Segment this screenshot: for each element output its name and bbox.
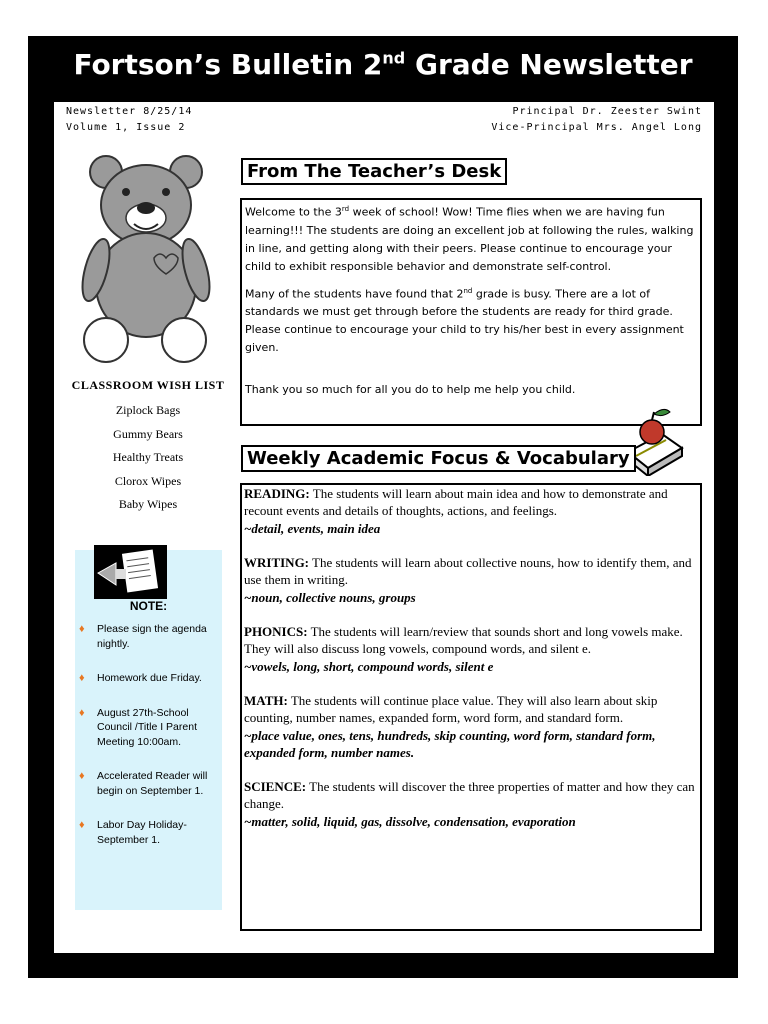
issue-info	[66, 104, 192, 136]
academic-focus-text	[242, 485, 700, 830]
subject-section: READING: The students will learn about main idea and how to demonstrate and recount events and details of thoughts, actions, and feelings. ~detail, events, main idea	[244, 486, 668, 536]
paragraph: Many of the students have found that 2nd grade is busy. There are a lot of standards we must get through before the students are ready for third grade. Please continue to encourage your child to try his/her best in every assignment given.	[245, 286, 684, 355]
diamond-bullet-icon: ♦	[79, 770, 85, 782]
subject-section: PHONICS: The students will learn/review that sounds short and long vowels make. They will also discuss long vowels, compound words, and silent e. ~vowels, long, short, compound words, silent e	[244, 624, 683, 674]
paragraph: Thank you so much for all you do to help me help you child.	[245, 383, 576, 397]
newsletter-date: Newsletter 8/25/14	[66, 106, 193, 117]
subject-section: WRITING: The students will learn about collective nouns, how to identify them, and use them in writing. ~noun, collective nouns, groups	[244, 555, 692, 605]
diamond-bullet-icon: ♦	[79, 706, 85, 719]
list-item: Clorox Wipes	[114, 473, 182, 488]
teacher-desk-heading: From The Teacher’s Desk	[241, 158, 507, 185]
paragraph: Welcome to the 3rd week of school! Wow! Time flies when we are having fun learning!!! The students are doing an excellent job at following the rules, walking in line, and getting along with their peers. Please continue to encourage your child to exhibit responsible behavior and demonstrate self-control.	[245, 205, 694, 273]
vice-principal-name: Vice-Principal Mrs. Angel Long	[491, 122, 702, 133]
list-item: ♦ Accelerated Reader will begin on September 1.	[79, 770, 208, 797]
classroom-wish-list	[64, 378, 232, 517]
newsletter-title: Fortson’s Bulletin 2nd Grade Newsletter	[73, 48, 693, 81]
list-item: Gummy Bears	[113, 426, 183, 441]
teacher-desk-text	[242, 200, 700, 399]
list-item: ♦ Labor Day Holiday-September 1.	[79, 819, 187, 846]
note-panel	[75, 550, 222, 910]
list-item: Healthy Treats	[112, 450, 184, 464]
note-list	[75, 622, 222, 867]
wish-list-title: CLASSROOM WISH LIST	[71, 378, 225, 392]
diamond-bullet-icon: ♦	[79, 672, 85, 684]
list-item: Baby Wipes	[118, 497, 178, 511]
note-title: NOTE:	[129, 599, 168, 613]
academic-focus-heading: Weekly Academic Focus & Vocabulary	[241, 445, 636, 472]
list-item: Ziplock Bags	[115, 403, 181, 417]
list-item: ♦ Homework due Friday.	[79, 672, 202, 684]
volume-issue: Volume 1, Issue 2	[66, 122, 186, 133]
list-item: ♦ August 27th-School Council /Title I Parent Meeting 10:00am.	[79, 706, 197, 748]
list-item: ♦ Please sign the agenda nightly.	[79, 623, 207, 650]
academic-focus-box	[240, 483, 702, 931]
diamond-bullet-icon: ♦	[79, 623, 85, 635]
teddy-bear-icon	[76, 150, 216, 370]
diamond-bullet-icon: ♦	[79, 819, 85, 831]
notepad-megaphone-icon	[94, 545, 167, 599]
subject-section: MATH: The students will continue place value. They will also learn about skip counting, number names, expanded form, word form, and standard form. ~place value, ones, tens, hundreds, skip counting, word form, standard form, expanded form, number names.	[244, 693, 658, 760]
newsletter-page	[54, 102, 714, 953]
teacher-desk-box	[240, 198, 702, 426]
staff-info	[491, 104, 702, 136]
subject-section: SCIENCE: The students will discover the three properties of matter and how they can change. ~matter, solid, liquid, gas, dissolve, condensation, evaporation	[244, 779, 695, 829]
principal-name: Principal Dr. Zeester Swint	[512, 106, 702, 117]
